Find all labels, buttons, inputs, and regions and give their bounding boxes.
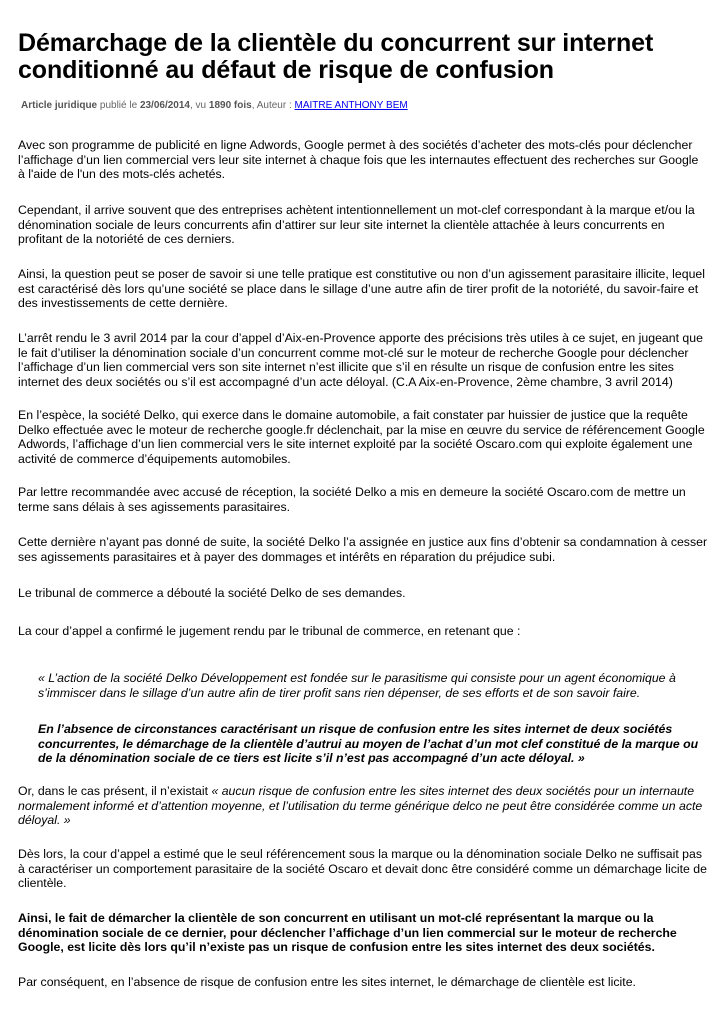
paragraph-or — [18, 784, 708, 828]
paragraph: Par conséquent, en l’absence de risque de confusion entre les sites internet, le démarchage de clientèle est licite. — [18, 975, 636, 989]
meta-author-prefix: , Auteur : — [251, 100, 295, 111]
court-quote-bold: En l’absence de circonstances caractérisant un risque de confusion entre les sites internet de deux sociétés concurrentes, le démarchage de la clientèle d’autrui au moyen de l’achat d’un mot clef constitué de la marque ou de la dénomination sociale de ce tiers est licite s’il n’est pas accompagné d’un acte déloyal. » — [38, 722, 699, 766]
article-meta — [21, 100, 408, 111]
meta-category: Article juridique — [21, 100, 98, 111]
paragraph: Cette dernière n’ayant pas donné de suite, la société Delko l’a assignée en justice aux fins d’obtenir sa condamnation à cesser ses agissements parasitaires et à payer des dommages et intérêts en réparation du préjudice subi. — [18, 535, 708, 564]
meta-published-prefix: publié le — [97, 100, 140, 111]
paragraph: Le tribunal de commerce a débouté la société Delko de ses demandes. — [18, 586, 406, 600]
paragraph: En l’espèce, la société Delko, qui exerce dans le domaine automobile, a fait constater par huissier de justice que la requête Delko effectuée avec le moteur de recherche google.fr déclenchait, par la mise en œuvre du service de référencement Google Adwords, l’affichage d’un lien commercial vers le site internet exploité par la société Oscaro.com qui exploite également une activité de commerce d’équipements automobiles. — [18, 408, 705, 466]
meta-date: 23/06/2014 — [139, 100, 190, 111]
paragraph: Par lettre recommandée avec accusé de réception, la société Delko a mis en demeure la société Oscaro.com de mettre un terme sans délais à ses agissements parasitaires. — [18, 485, 686, 514]
key-conclusion: Ainsi, le fait de démarcher la clientèle de son concurrent en utilisant un mot-clé représentant la marque ou la dénomination sociale de ce dernier, pour déclencher l’affichage d’un lien commercial sur le moteur de recherche Google, est licite dès lors qu’il n’existe pas un risque de confusion entre les sites internet des deux sociétés. — [18, 911, 677, 955]
meta-views-prefix: , vu — [190, 100, 209, 111]
meta-views: 1890 fois — [208, 100, 252, 111]
paragraph: Ainsi, la question peut se poser de savoir si une telle pratique est constitutive ou non d’un agissement parasitaire illicite, lequel est caractérisé dès lors qu’une société se place dans le sillage d’une autre afin de tirer profit de la notoriété, du savoir-faire et des investissements de cette dernière. — [18, 267, 705, 311]
paragraph: Avec son programme de publicité en ligne Adwords, Google permet à des sociétés d’acheter des mots-clés pour déclencher l’affichage d’un lien commercial vers leur site internet à chaque fois que les internautes effectuent des recherches sur Google à l'aide de l'un des mots-clés achetés. — [18, 138, 699, 182]
or-intro: Or, dans le cas présent, il n’existait — [18, 784, 212, 798]
paragraph: Cependant, il arrive souvent que des entreprises achètent intentionnellement un mot-clef correspondant à la marque et/ou la dénomination sociale de leurs concurrents afin d’attirer sur leur site internet la clientèle attachée à leurs concurrents en profitant de la notoriété de ces derniers. — [18, 203, 695, 247]
article-title: Démarchage de la clientèle du concurrent sur internet conditionné au défaut de risque de confusion — [18, 29, 654, 84]
paragraph: L’arrêt rendu le 3 avril 2014 par la cour d’appel d’Aix-en-Provence apporte des précisions très utiles à ce sujet, en jugeant que le fait d’utiliser la dénomination sociale d’un concurrent comme mot-clé sur le moteur de recherche Google pour déclencher l’affichage d’un lien commercial vers son site internet n’est illicite que s’il en résulte un risque de confusion entre les sites internet des deux sociétés ou s’il est accompagné d’un acte déloyal. (C.A Aix-en-Provence, 2ème chambre, 3 avril 2014) — [18, 331, 703, 389]
court-quote: « L’action de la société Delko Développement est fondée sur le parasitisme qui consiste pour un agent économique à s’immiscer dans le sillage d’un autre afin de tirer profit sans rien dépenser, de ses efforts et de son savoir faire. — [38, 671, 676, 700]
or-quote: « aucun risque de confusion entre les sites internet des deux sociétés pour un internaute normalement informé et d’attention moyenne, et l’utilisation du terme générique delco ne peut être considérée comme un acte déloyal. » — [18, 784, 703, 828]
author-link[interactable]: MAITRE ANTHONY BEM — [294, 100, 408, 111]
paragraph: La cour d’appel a confirmé le jugement rendu par le tribunal de commerce, en retenant que : — [18, 624, 521, 638]
paragraph: Dès lors, la cour d’appel a estimé que le seul référencement sous la marque ou la dénomination sociale Delko ne suffisait pas à caractériser un comportement parasitaire de la société Oscaro et devait donc être considéré comme un démarchage licite de clientèle. — [18, 847, 707, 891]
